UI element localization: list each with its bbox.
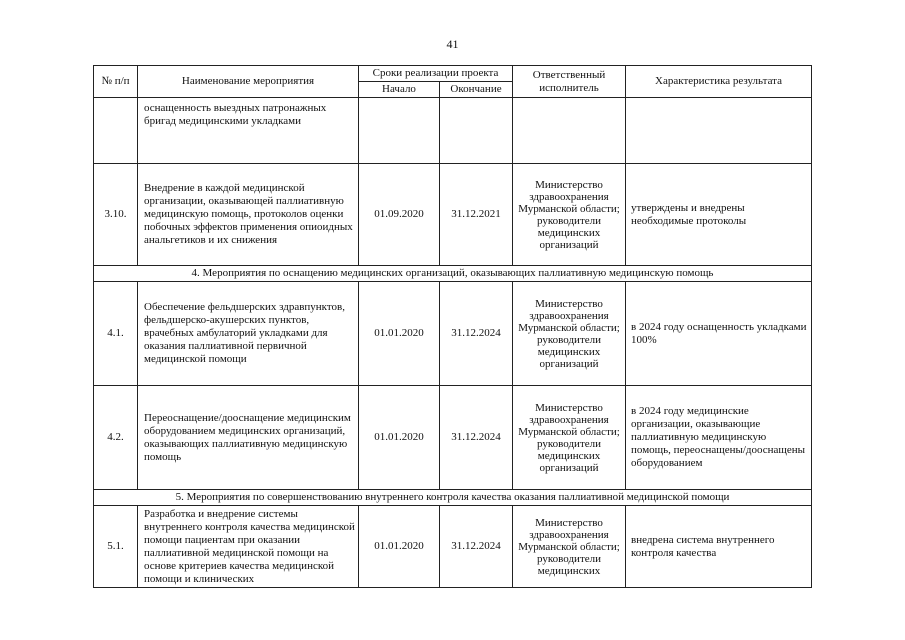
table-row	[94, 282, 812, 386]
row-name: Обеспечение фельдшерских здравпунктов, фельдшерско-акушерских пунктов, врачебных амбулаторий укладками для оказания паллиативной первичной медицинской помощи	[138, 282, 359, 386]
section-row	[94, 266, 812, 282]
row-name: Переоснащение/дооснащение медицинским оборудованием медицинских организаций, оказывающих паллиативную медицинскую помощь	[138, 386, 359, 490]
row-start	[359, 98, 440, 164]
header-name: Наименование мероприятия	[138, 66, 359, 98]
table-row	[94, 386, 812, 490]
row-result: в 2024 году медицинские организации, оказывающие паллиативную медицинскую помощь, переоснащены/дооснащены оборудованием	[626, 386, 812, 490]
row-result: внедрена система внутреннего контроля качества	[626, 506, 812, 588]
row-responsible: Министерство здравоохранения Мурманской области; руководители медицинских организаций	[513, 282, 626, 386]
row-result	[626, 98, 812, 164]
row-num: 4.2.	[94, 386, 138, 490]
row-end: 31.12.2021	[440, 164, 513, 266]
row-num: 5.1.	[94, 506, 138, 588]
row-num: 4.1.	[94, 282, 138, 386]
row-responsible: Министерство здравоохранения Мурманской области; руководители медицинских организаций	[513, 164, 626, 266]
header-start: Начало	[359, 82, 440, 98]
header-period: Сроки реализации проекта	[359, 66, 513, 82]
row-name: Разработка и внедрение системы внутреннего контроля качества медицинской помощи пациентам при оказании паллиативной медицинской помощи на основе критериев качества медицинской помощи и клинических	[138, 506, 359, 588]
row-end: 31.12.2024	[440, 386, 513, 490]
table-row	[94, 98, 812, 164]
row-num	[94, 98, 138, 164]
row-start: 01.01.2020	[359, 386, 440, 490]
row-name: оснащенность выездных патронажных бригад медицинскими укладками	[138, 98, 359, 164]
row-end	[440, 98, 513, 164]
row-start: 01.01.2020	[359, 506, 440, 588]
row-end: 31.12.2024	[440, 506, 513, 588]
section-title: 4. Мероприятия по оснащению медицинских организаций, оказывающих паллиативную медицинскую помощь	[94, 266, 812, 282]
row-num: 3.10.	[94, 164, 138, 266]
row-name: Внедрение в каждой медицинской организации, оказывающей паллиативную медицинскую помощь, протоколов оценки побочных эффектов применения опиоидных анальгетиков и их снижения	[138, 164, 359, 266]
header-result: Характеристика результата	[626, 66, 812, 98]
section-row	[94, 490, 812, 506]
row-result: утверждены и внедрены необходимые протоколы	[626, 164, 812, 266]
activities-table	[93, 65, 812, 588]
header-responsible: Ответственный исполнитель	[513, 66, 626, 98]
header-end: Окончание	[440, 82, 513, 98]
table-row	[94, 506, 812, 588]
section-title: 5. Мероприятия по совершенствованию внутреннего контроля качества оказания паллиативной медицинской помощи	[94, 490, 812, 506]
row-responsible: Министерство здравоохранения Мурманской области; руководители медицинских	[513, 506, 626, 588]
row-responsible	[513, 98, 626, 164]
header-num: № п/п	[94, 66, 138, 98]
row-responsible: Министерство здравоохранения Мурманской области; руководители медицинских организаций	[513, 386, 626, 490]
table-row	[94, 164, 812, 266]
row-end: 31.12.2024	[440, 282, 513, 386]
page-number: 41	[446, 37, 459, 51]
row-result: в 2024 году оснащенность укладками 100%	[626, 282, 812, 386]
row-start: 01.01.2020	[359, 282, 440, 386]
row-start: 01.09.2020	[359, 164, 440, 266]
